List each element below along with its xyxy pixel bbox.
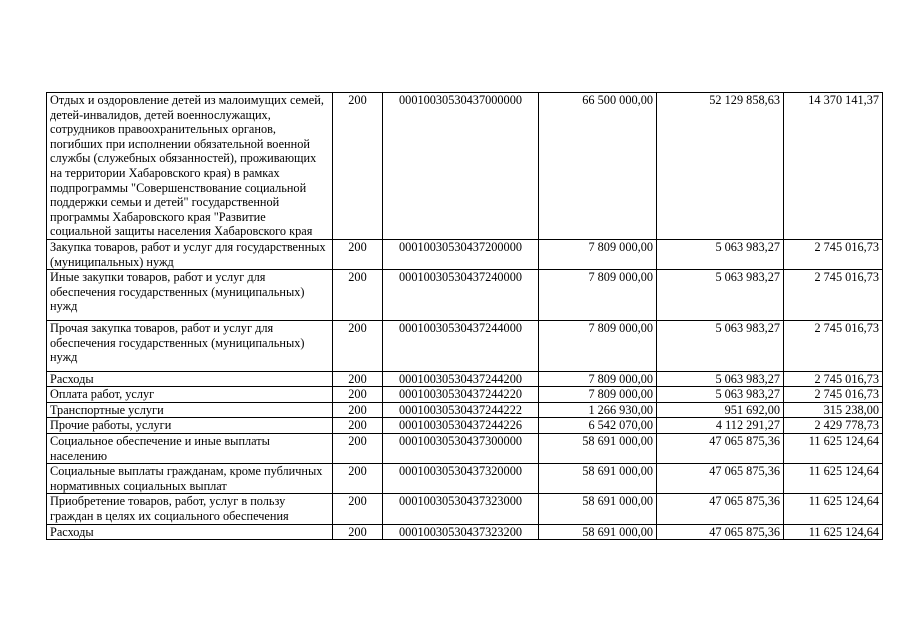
row-name-cell: Прочие работы, услуги	[47, 418, 333, 434]
row-code-cell: 200	[333, 402, 383, 418]
row-approved-cell: 1 266 930,00	[539, 402, 657, 418]
row-kbk-cell: 00010030530437000000	[383, 93, 539, 240]
table-row	[47, 320, 883, 371]
row-kbk-cell: 00010030530437244200	[383, 371, 539, 387]
row-kbk-cell: 00010030530437323200	[383, 524, 539, 540]
table-row	[47, 418, 883, 434]
table-row	[47, 93, 883, 240]
row-remaining-cell: 14 370 141,37	[784, 93, 883, 240]
row-remaining-cell: 11 625 124,64	[784, 434, 883, 464]
row-executed-cell: 5 063 983,27	[657, 270, 784, 321]
row-kbk-cell: 00010030530437240000	[383, 270, 539, 321]
row-executed-cell: 5 063 983,27	[657, 371, 784, 387]
row-remaining-cell: 2 745 016,73	[784, 270, 883, 321]
row-executed-cell: 52 129 858,63	[657, 93, 784, 240]
row-approved-cell: 58 691 000,00	[539, 434, 657, 464]
row-code-cell: 200	[333, 418, 383, 434]
row-remaining-cell: 11 625 124,64	[784, 464, 883, 494]
table-row	[47, 270, 883, 321]
table-row	[47, 434, 883, 464]
row-remaining-cell: 2 745 016,73	[784, 387, 883, 403]
row-code-cell: 200	[333, 371, 383, 387]
row-remaining-cell: 2 745 016,73	[784, 239, 883, 269]
budget-execution-table	[46, 92, 883, 540]
row-approved-cell: 58 691 000,00	[539, 494, 657, 524]
row-code-cell: 200	[333, 494, 383, 524]
row-executed-cell: 5 063 983,27	[657, 239, 784, 269]
row-name-cell: Оплата работ, услуг	[47, 387, 333, 403]
row-approved-cell: 6 542 070,00	[539, 418, 657, 434]
row-code-cell: 200	[333, 93, 383, 240]
row-name-cell: Социальные выплаты гражданам, кроме публичных нормативных социальных выплат	[47, 464, 333, 494]
row-remaining-cell: 11 625 124,64	[784, 524, 883, 540]
row-executed-cell: 951 692,00	[657, 402, 784, 418]
row-executed-cell: 5 063 983,27	[657, 387, 784, 403]
table-row	[47, 494, 883, 524]
row-approved-cell: 7 809 000,00	[539, 320, 657, 371]
row-remaining-cell: 2 745 016,73	[784, 371, 883, 387]
row-code-cell: 200	[333, 434, 383, 464]
row-executed-cell: 47 065 875,36	[657, 494, 784, 524]
row-code-cell: 200	[333, 239, 383, 269]
row-name-cell: Социальное обеспечение и иные выплаты населению	[47, 434, 333, 464]
row-kbk-cell: 00010030530437244222	[383, 402, 539, 418]
table-row	[47, 464, 883, 494]
row-approved-cell: 58 691 000,00	[539, 464, 657, 494]
table-row	[47, 402, 883, 418]
row-code-cell: 200	[333, 270, 383, 321]
row-remaining-cell: 11 625 124,64	[784, 494, 883, 524]
table-row	[47, 387, 883, 403]
row-code-cell: 200	[333, 387, 383, 403]
row-approved-cell: 58 691 000,00	[539, 524, 657, 540]
row-executed-cell: 4 112 291,27	[657, 418, 784, 434]
row-name-cell: Расходы	[47, 524, 333, 540]
row-approved-cell: 7 809 000,00	[539, 270, 657, 321]
row-approved-cell: 7 809 000,00	[539, 239, 657, 269]
row-kbk-cell: 00010030530437244220	[383, 387, 539, 403]
row-kbk-cell: 00010030530437200000	[383, 239, 539, 269]
row-remaining-cell: 315 238,00	[784, 402, 883, 418]
row-name-cell: Иные закупки товаров, работ и услуг для обеспечения государственных (муниципальных) нужд	[47, 270, 333, 321]
row-name-cell: Прочая закупка товаров, работ и услуг для обеспечения государственных (муниципальных) нужд	[47, 320, 333, 371]
row-executed-cell: 47 065 875,36	[657, 434, 784, 464]
row-kbk-cell: 00010030530437320000	[383, 464, 539, 494]
table-row	[47, 239, 883, 269]
row-name-cell: Отдых и оздоровление детей из малоимущих семей, детей-инвалидов, детей военнослужащих, сотрудников правоохранительных органов, погибших при исполнении обязательной военной службы (служебных обязанностей), проживающих на территории Хабаровского края) в рамках подпрограммы "Совершенствование социальной поддержки семьи и детей" государственной программы Хабаровского края "Развитие социальной защиты населения Хабаровского края	[47, 93, 333, 240]
row-code-cell: 200	[333, 464, 383, 494]
row-kbk-cell: 00010030530437323000	[383, 494, 539, 524]
row-name-cell: Расходы	[47, 371, 333, 387]
row-approved-cell: 7 809 000,00	[539, 387, 657, 403]
row-name-cell: Приобретение товаров, работ, услуг в пользу граждан в целях их социального обеспечения	[47, 494, 333, 524]
row-kbk-cell: 00010030530437300000	[383, 434, 539, 464]
row-kbk-cell: 00010030530437244000	[383, 320, 539, 371]
row-executed-cell: 47 065 875,36	[657, 524, 784, 540]
row-remaining-cell: 2 429 778,73	[784, 418, 883, 434]
row-name-cell: Транспортные услуги	[47, 402, 333, 418]
row-executed-cell: 47 065 875,36	[657, 464, 784, 494]
row-executed-cell: 5 063 983,27	[657, 320, 784, 371]
row-approved-cell: 66 500 000,00	[539, 93, 657, 240]
table-row	[47, 524, 883, 540]
row-name-cell: Закупка товаров, работ и услуг для государственных (муниципальных) нужд	[47, 239, 333, 269]
row-approved-cell: 7 809 000,00	[539, 371, 657, 387]
row-code-cell: 200	[333, 320, 383, 371]
row-kbk-cell: 00010030530437244226	[383, 418, 539, 434]
row-code-cell: 200	[333, 524, 383, 540]
table-row	[47, 371, 883, 387]
row-remaining-cell: 2 745 016,73	[784, 320, 883, 371]
